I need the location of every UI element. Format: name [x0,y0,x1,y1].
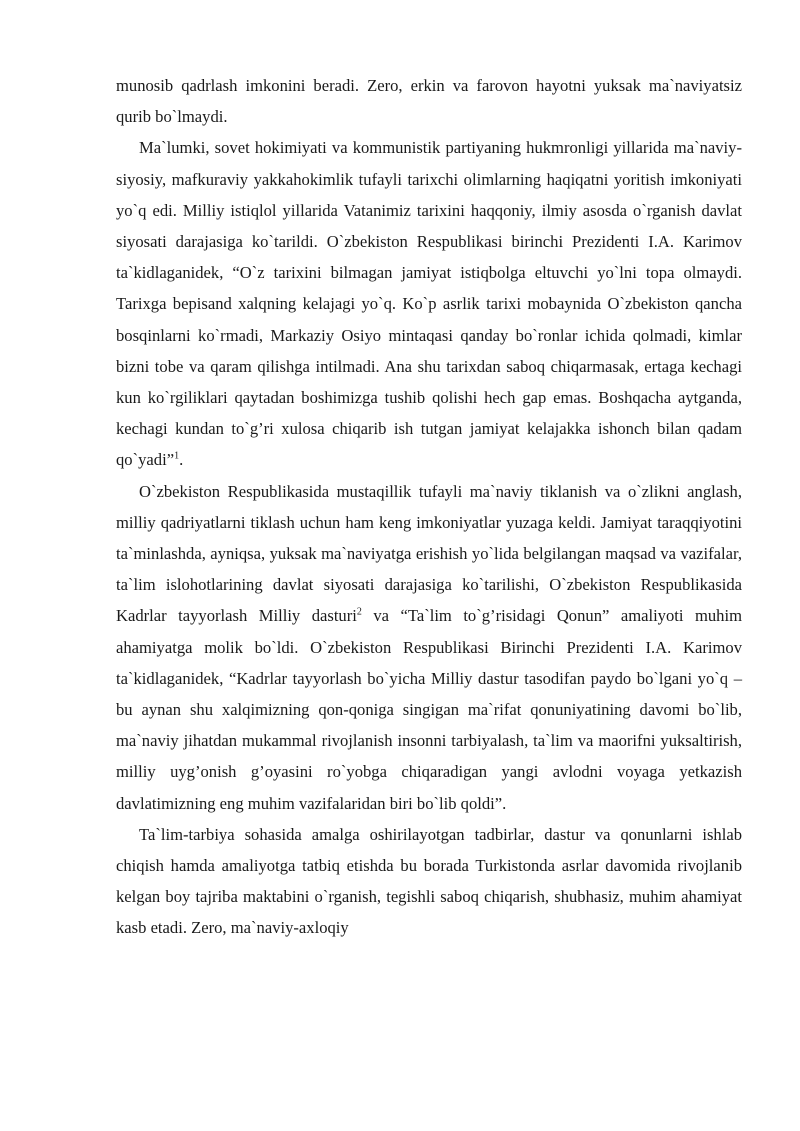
paragraph-continuation [116,70,742,132]
paragraph-text: Ma`lumki, sovet hokimiyati va kommunistik partiyaning hukmronligi yillarida ma`naviy-siyosiy, mafkuraviy yakkahokimlik tufayli tarixchi olimlarning haqiqatni yoritish imkoniyati yo`q edi. Milliy istiqlol yillarida Vatanimiz tarixini haqqoniy, ilmiy asosda o`rganish davlat siyosati darajasiga ko`tarildi. O`zbekiston Respublikasi birinchi Prezidenti I.A. Karimov ta`kidlaganidek, “O`z tarixini bilmagan jamiyat istiqbolga eltuvchi yo`lni topa olmaydi. Tarixga bepisand xalqning kelajagi yo`q. Ko`p asrlik tarixi mobaynida O`zbekiston qancha bosqinlarni ko`rmadi, Markaziy Osiyo mintaqasi qanday bo`ronlar ichida qolmadi, kimlar bizni tobe va qaram qilishga intilmadi. Ana shu tarixdan saboq chiqarmasak, ertaga kechagi kun ko`rgiliklari qaytadan boshimizga tushib qolishi hech gap emas. Boshqacha aytganda, kechagi kundan to`g’ri xulosa chiqarib ish tutgan jamiyat kelajakka ishonch bilan qadam qo`yadi” [116,138,742,470]
footnote-marker-2[interactable]: 2 [356,606,362,618]
paragraph-text: Ta`lim-tarbiya sohasida amalga oshirilayotgan tadbirlar, dastur va qonunlarni ishlab chiqish hamda amaliyotga tatbiq etishda bu borada Turkistonda asrlar davomida rivojlanib kelgan boy tajriba maktabini o`rganish, tegishli saboq chiqarish, shubhasiz, muhim ahamiyat kasb etadi. Zero, ma`naviy-axloqiy [116,824,742,938]
paragraph-text-tail: . [179,450,184,470]
document-page [116,70,742,944]
paragraph-text-tail: va “Ta`lim to`g’risidagi Qonun” amaliyoti muhim ahamiyatga molik bo`ldi. O`zbekiston Respublikasi Birinchi Prezidenti I.A. Karimov ta`kidlaganidek, “Kadrlar tayyorlash bo`yicha Milliy dastur tasodifan paydo bo`lgani yo`q – bu aynan shu xalqimizning qon-qoniga singigan ma`rifat qonuniyatining davomi bo`lib, ma`naviy jihatdan mukammal rivojlanish insonni tarbiyalash, ta`lim va maorifni yuksaltirish, milliy uyg’onish g’oyasini ro`yobga chiqaradigan yangi avlodni voyaga yetkazish davlatimizning eng muhim vazifalaridan biri bo`lib qoldi”. [116,606,742,813]
paragraph-history-quote [116,132,742,475]
paragraph-education [116,819,742,944]
footnote-marker-1[interactable]: 1 [174,450,180,462]
paragraph-independence [116,476,742,819]
paragraph-text: O`zbekiston Respublikasida mustaqillik tufayli ma`naviy tiklanish va o`zlikni anglash, milliy qadriyatlarni tiklash uchun ham keng imkoniyatlar yuzaga keldi. Jamiyat taraqqiyotini ta`minlashda, ayniqsa, yuksak ma`naviyatga erishish yo`lida belgilangan maqsad va vazifalar, ta`lim islohotlarining davlat siyosati darajasiga ko`tarilishi, O`zbekiston Respublikasida Kadrlar tayyorlash Milliy dasturi [116,481,742,626]
paragraph-text: munosib qadrlash imkonini beradi. Zero, erkin va farovon hayotni yuksak ma`naviyatsiz qurib bo`lmaydi. [116,76,742,127]
